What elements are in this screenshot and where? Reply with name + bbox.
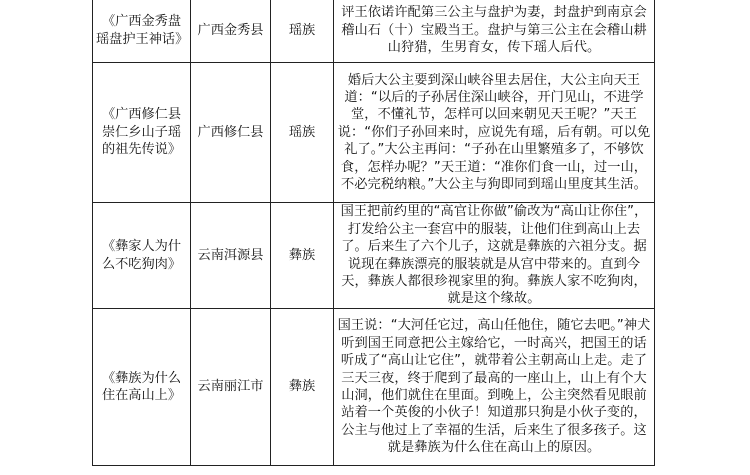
table-row: [93, 63, 655, 203]
ethnic-group-cell: 彝族: [271, 203, 334, 309]
table-row: [93, 309, 655, 466]
place-cell: 广西金秀县: [191, 0, 271, 63]
tale-content-cell: 国王说：“大河任它过，高山任他住，随它去吧。”神犬听到国王同意把公主嫁给它，一时高兴，把国王的话听成了“高山让它住”，就带着公主朝高山上走。走了三天三夜，终于爬到了最高的一座山上，山上有个大山洞，他们就住在里面。到晚上，公主突然看见眼前站着一个英俊的小伙子！知道那只狗是小伙子变的，公主与他过上了幸福的生活，后来生了很多孩子。这就是彝族为什么住在高山上的原因。: [334, 309, 655, 466]
folk-tale-table: [92, 0, 655, 466]
tale-title-cell: 《广西修仁县崇仁乡山子瑶的祖先传说》: [93, 63, 191, 203]
tale-content-cell: 国王把前约里的“高官让你做”偷改为“高山让你住”，打发给公主一套宫中的服装，让他们住到高山上去了。后来生了六个儿子，这就是彝族的六祖分支。据说现在彝族漂亮的服装就是从宫中带来的。直到今天，彝族人都很珍视家里的狗。彝族人家不吃狗肉，就是这个缘故。: [334, 203, 655, 309]
ethnic-group-cell: 瑶族: [271, 0, 334, 63]
ethnic-group-cell: 彝族: [271, 309, 334, 466]
place-cell: 云南丽江市: [191, 309, 271, 466]
table-row: [93, 0, 655, 63]
tale-content-cell: 评王依诺许配第三公主与盘护为妻，封盘护到南京会稽山石（十）宝殿当王。盘护与第三公主在会稽山耕山狩猎，生男育女，传下瑶人后代。: [334, 0, 655, 63]
place-cell: 云南洱源县: [191, 203, 271, 309]
tale-title-cell: 《彝族为什么住在高山上》: [93, 309, 191, 466]
tale-title-cell: 《彝家人为什么不吃狗肉》: [93, 203, 191, 309]
place-cell: 广西修仁县: [191, 63, 271, 203]
ethnic-group-cell: 瑶族: [271, 63, 334, 203]
tale-content-cell: 婚后大公主要到深山峡谷里去居住，大公主向天王道：“以后的子孙居住深山峡谷，开门见山，不进学堂，不懂礼节，怎样可以回来朝见天王呢？”天王说：“你们子孙回来时，应说先有瑶，后有朝。可以免礼了。”大公主再问：“子孙在山里繁殖多了，不够饮食，怎样办呢？”天王道：“准你们食一山，过一山，不必完税纳粮。”大公主与狗即同到瑶山里度其生活。: [334, 63, 655, 203]
tale-title-cell: 《广西金秀盘瑶盘护王神话》: [93, 0, 191, 63]
table-row: [93, 203, 655, 309]
